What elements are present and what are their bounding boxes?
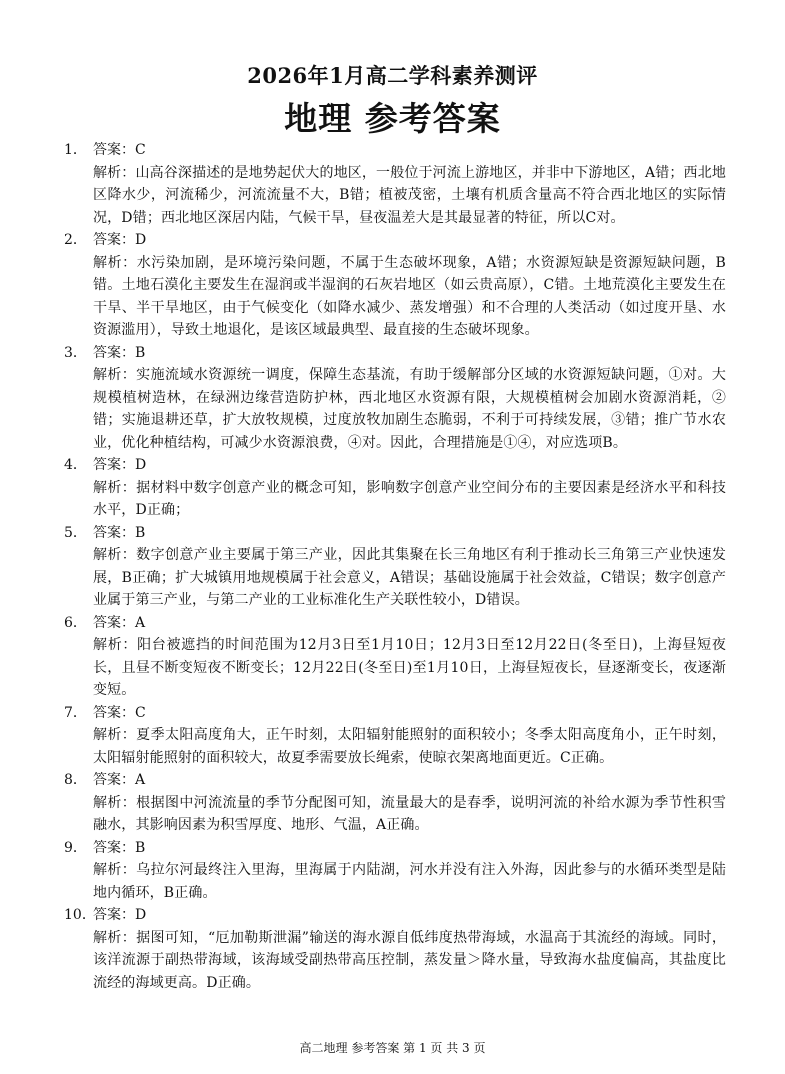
question-number: 2． [64,232,87,248]
answer-item-7 [64,702,726,770]
exam-title: 2026年1月高二学科素养测评 [247,63,538,88]
question-number: 9． [64,839,87,856]
question-number: 5． [64,524,87,541]
answer-line: 答案：C [93,142,146,158]
question-number: 8． [64,772,87,788]
answer-item-6 [64,612,726,702]
explanation-text: 解析：据图可知，“厄加勒斯泄漏”输送的海水源自低纬度热带海域，水温高于其流经的海域。同时，该洋流源于副热带海域，该海域受副热带高压控制，蒸发量＞降水量，导致海水盐度偏高，其盐度比流经的海域更高。D正确。 [93,929,726,991]
explanation-text: 解析：水污染加剧，是环境污染问题，不属于生态破坏现象，A错；水资源短缺是资源短缺问题，B错。土地石漠化主要发生在湿润或半湿润的石灰岩地区（如云贵高原），C错。土地荒漠化主要发生在干旱、半干旱地区，由于气候变化（如降水减少、蒸发增强）和不合理的人类活动（如过度开垦、水资源滥用），导致土地退化，是该区域最典型、最直接的生态破坏现象。 [93,254,726,338]
question-number: 10． [64,907,96,923]
answer-item-10 [64,904,726,994]
explanation-text: 解析：山高谷深描述的是地势起伏大的地区，一般位于河流上游地区，并非中下游地区，A错；西北地区降水少，河流稀少，河流流量不大，B错；植被茂密，土壤有机质含量高不符合西北地区的实际情况，D错；西北地区深居内陆，气候干旱，昼夜温差大是其最显著的特征，所以C对。 [93,164,726,226]
question-number: 1． [64,142,87,158]
answer-list [64,139,726,994]
answer-line: 答案：D [93,907,147,923]
explanation-text: 解析：阳台被遮挡的时间范围为12月3日至1月10日；12月3日至12月22日(冬至日)，上海昼短夜长，且昼不断变短夜不断变长；12月22日(冬至日)至1月10日，上海昼短夜长，昼逐渐变长，夜逐渐变短。 [93,637,726,698]
explanation-text: 解析：据材料中数字创意产业的概念可知，影响数字创意产业空间分布的主要因素是经济水平和科技水平，D正确； [93,479,726,518]
answer-line: 答案：A [93,614,146,631]
answer-line: 答案：A [93,772,146,788]
answer-item-2 [64,229,726,342]
explanation-text: 解析：乌拉尔河最终注入里海，里海属于内陆湖，河水并没有注入外海，因此参与的水循环类型是陆地内循环，B正确。 [93,862,726,901]
answer-line: 答案：D [93,457,147,473]
question-number: 6． [64,614,87,631]
explanation-text: 解析：实施流域水资源统一调度，保障生态基流，有助于缓解部分区域的水资源短缺问题，①对。大规模植树造林，在绿洲边缘营造防护林，西北地区水资源有限，大规模植树会加剧水资源消耗，②错；实施退耕还草，扩大放牧规模，过度放牧加剧生态脆弱，不利于可持续发展，③错；推广节水农业，优化种植结构，可减少水资源浪费，④对。因此，合理措施是①④，对应选项B。 [93,367,726,451]
question-number: 3． [64,344,87,361]
answer-item-4 [64,454,726,522]
explanation-text: 解析：数字创意产业主要属于第三产业，因此其集聚在长三角地区有利于推动长三角第三产业快速发展，B正确；扩大城镇用地规模属于社会意义，A错误；基础设施属于社会效益，C错误；数字创意产业属于第三产业，与第二产业的工业标准化生产关联性较小，D错误。 [93,547,726,608]
explanation-text: 解析：根据图中河流流量的季节分配图可知，流量最大的是春季，说明河流的补给水源为季节性积雪融水，其影响因素为积雪厚度、地形、气温，A正确。 [93,794,726,833]
question-number: 7． [64,704,87,721]
question-number: 4． [64,457,87,473]
answer-line: 答案：B [93,524,146,541]
answer-line: 答案：B [93,344,146,361]
answer-line: 答案：B [93,839,146,856]
explanation-text: 解析：夏季太阳高度角大，正午时刻，太阳辐射能照射的面积较小；冬季太阳高度角小，正午时刻，太阳辐射能照射的面积较大，故夏季需要放长绳索，使晾衣架离地面更近。C正确。 [93,727,726,766]
answer-item-8 [64,769,726,837]
answer-item-5 [64,522,726,612]
answer-item-3 [64,342,726,455]
page-footer: 高二地理 参考答案 第 1 页 共 3 页 [299,1041,486,1055]
answer-line: 答案：D [93,232,147,248]
document-title: 地理 参考答案 [284,99,501,138]
answer-item-9 [64,837,726,905]
answer-item-1 [64,139,726,229]
answer-line: 答案：C [93,704,146,721]
